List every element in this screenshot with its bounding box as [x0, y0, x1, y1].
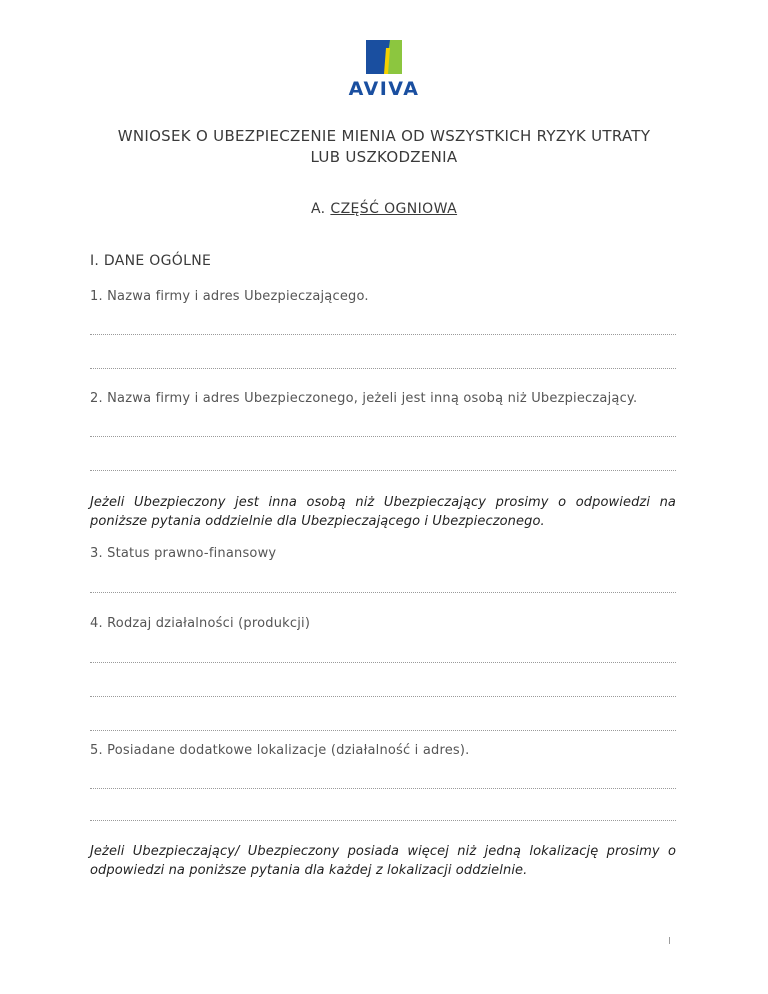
subsection-heading: I. DANE OGÓLNE — [90, 253, 212, 269]
answer-line-2b[interactable] — [90, 470, 676, 471]
question-1: 1. Nazwa firmy i adres Ubezpieczającego. — [90, 289, 369, 304]
section-prefix: A. — [310, 201, 326, 217]
answer-line-1a[interactable] — [90, 334, 676, 335]
answer-line-5b[interactable] — [90, 820, 676, 821]
title-line-2: LUB USZKODZENIA — [310, 148, 458, 166]
answer-line-1b[interactable] — [90, 368, 676, 369]
aviva-logo — [338, 40, 430, 100]
answer-line-4a[interactable] — [90, 662, 676, 663]
answer-line-4c[interactable] — [90, 730, 676, 731]
section-label: CZĘŚĆ OGNIOWA — [330, 201, 458, 217]
answer-line-2a[interactable] — [90, 436, 676, 437]
title-line-1: WNIOSEK O UBEZPIECZENIE MIENIA OD WSZYSTKICH RYZYK UTRATY — [117, 127, 651, 145]
question-4: 4. Rodzaj działalności (produkcji) — [90, 616, 311, 631]
question-5: 5. Posiadane dodatkowe lokalizacje (działalność i adres). — [90, 743, 470, 758]
section-title — [0, 201, 768, 217]
aviva-logo-mark — [338, 40, 430, 80]
document-title — [80, 126, 688, 168]
question-3: 3. Status prawno-finansowy — [90, 546, 277, 561]
answer-line-3a[interactable] — [90, 592, 676, 593]
question-2: 2. Nazwa firmy i adres Ubezpieczonego, jeżeli jest inną osobą niż Ubezpieczający. — [90, 391, 638, 406]
answer-line-4b[interactable] — [90, 696, 676, 697]
note-lokalizacje: Jeżeli Ubezpieczający/ Ubezpieczony posiada więcej niż jedną lokalizację prosimy o odpowiedzi na poniższe pytania dla każdej z lokalizacji oddzielnie. — [90, 844, 676, 878]
note-ubezpieczony: Jeżeli Ubezpieczony jest inna osobą niż Ubezpieczający prosimy o odpowiedzi na poniższe pytania oddzielnie dla Ubezpieczającego i Ubezpieczonego. — [90, 495, 676, 529]
logo-wordmark: AVIVA — [348, 78, 420, 100]
answer-line-5a[interactable] — [90, 788, 676, 789]
page-number: I — [668, 936, 671, 947]
